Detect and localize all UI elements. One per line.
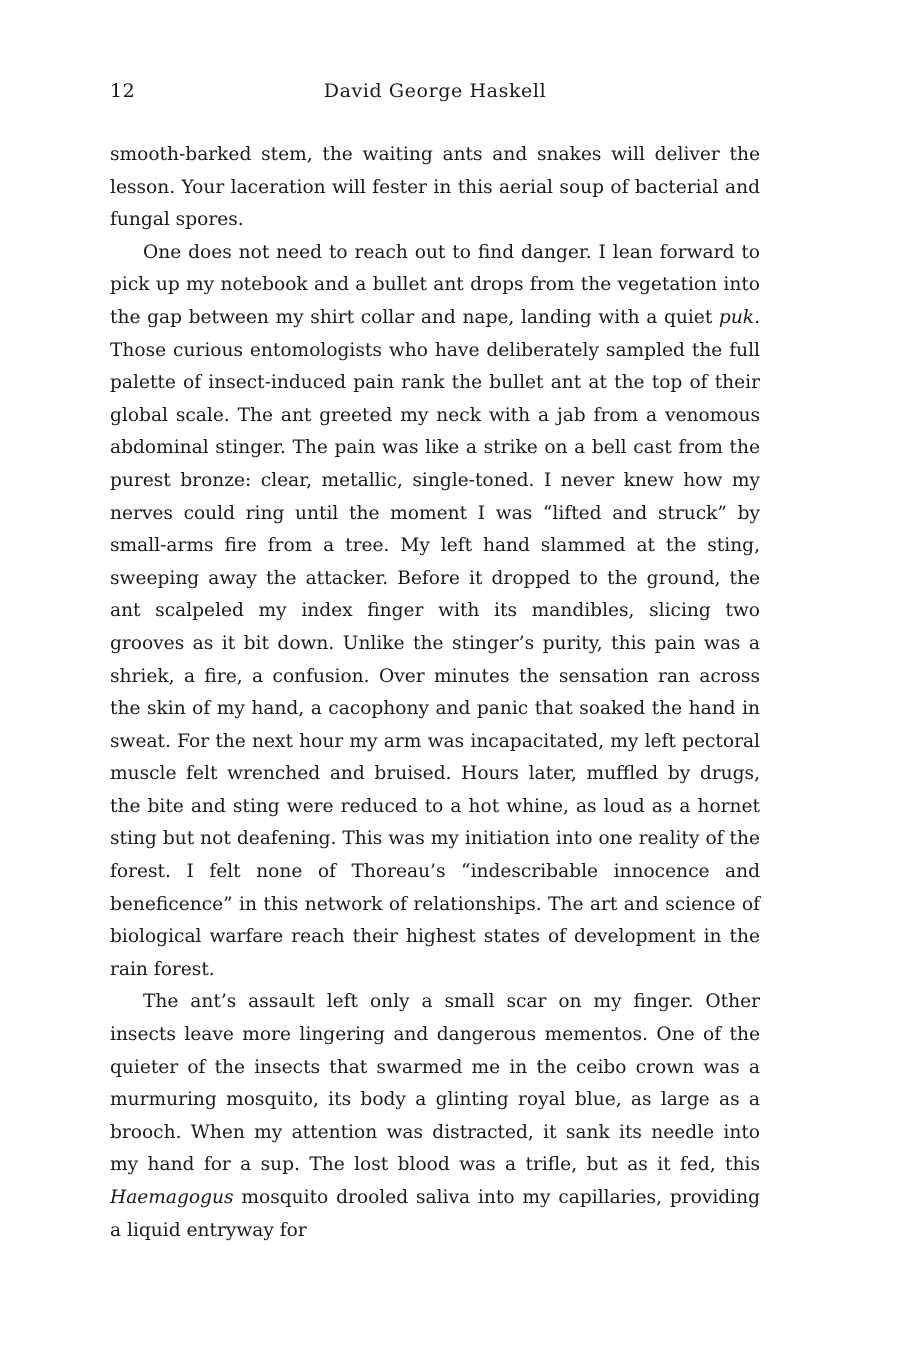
text-run: The ant’s assault left only a small scar on my finger. Other insects leave more lingering and dangerous mementos. One of the quieter of the insects that swarmed me in the ceibo crown was a murmuring mosquito, its body a glinting royal blue, as large as a brooch. When my attention was distracted, it sank its needle into my hand for a sup. The lost blood was a trifle, but as it fed, this [110,991,760,1176]
paragraph-mosquito [110,986,760,1247]
body-text [110,139,760,1247]
italic-term: Haemagogus [110,1187,234,1208]
italic-term: puk [718,306,755,328]
running-head-author: David George Haskell [323,80,547,102]
text-run: mosquito drooled saliva into my capillaries, providing a liquid entryway for [110,1187,760,1241]
running-head [110,80,760,108]
text-run: smooth-barked stem, the waiting ants and snakes will deliver the lesson. Your laceration will fester in this aerial soup of bacterial and fungal spores. [110,144,760,231]
paragraph-continuation [110,139,760,237]
book-page [110,0,760,1350]
paragraph-bullet-ant [110,237,760,987]
page-number: 12 [110,80,136,102]
text-run: One does not need to reach out to find danger. I lean forward to pick up my notebook and a bullet ant drops from the vegetation into the gap between my shirt collar and nape, landing with a quiet [110,241,760,328]
text-run: . Those curious entomologists who have deliberately sampled the full palette of insect-induced pain rank the bullet ant at the top of their global scale. The ant greeted my neck with a jab from a venomous abdominal stinger. The pain was like a strike on a bell cast from the purest bronze: clear, metallic, single-toned. I never knew how my nerves could ring until the moment I was “lifted and struck” by small-arms fire from a tree. My left hand slammed at the sting, sweeping away the attacker. Before it dropped to the ground, the ant scalpeled my index finger with its mandibles, slicing two grooves as it bit down. Unlike the stinger’s purity, this pain was a shriek, a fire, a confusion. Over minutes the sensation ran across the skin of my hand, a cacophony and panic that soaked the hand in sweat. For the next hour my arm was incapacitated, my left pectoral muscle felt wrenched and bruised. Hours later, muffled by drugs, the bite and sting were reduced to a hot whine, as loud as a hornet sting but not deafening. This was my initiation into one reality of the forest. I felt none of Thoreau’s “indescribable innocence and beneficence” in this network of relationships. The art and science of biological warfare reach their highest states of development in the rain forest. [110,306,760,980]
